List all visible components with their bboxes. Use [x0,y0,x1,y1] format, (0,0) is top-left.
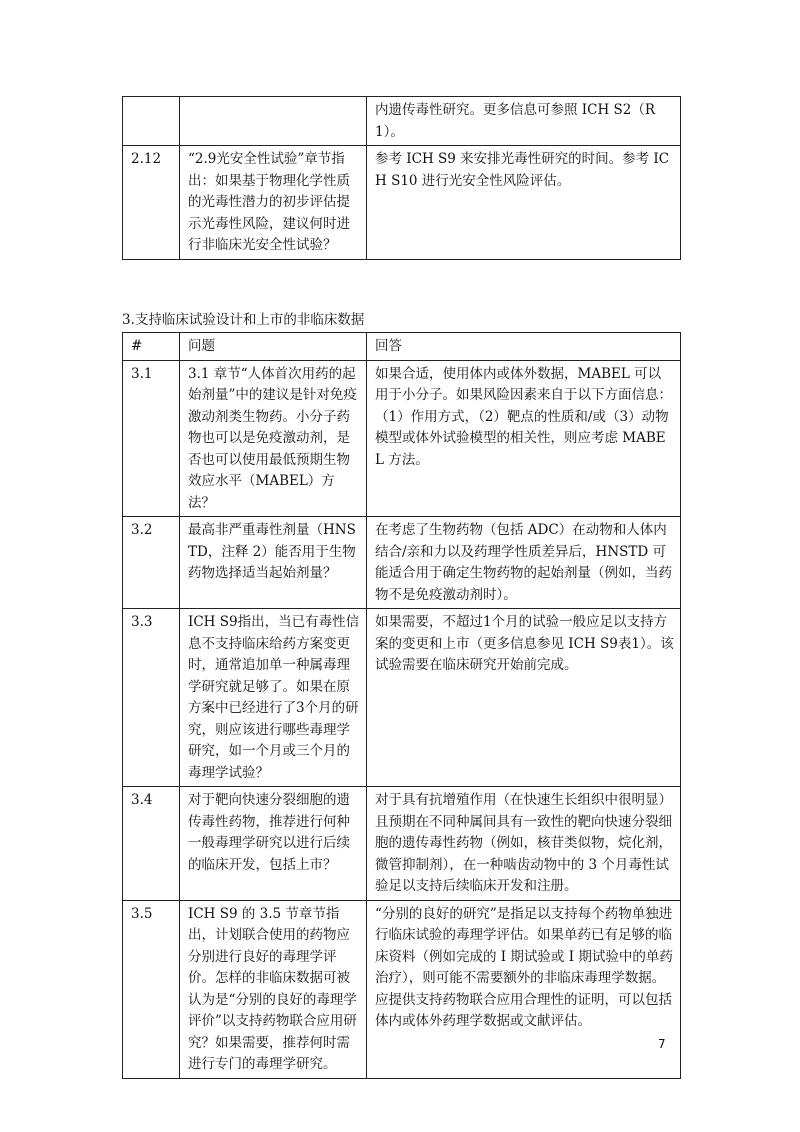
answer-cell [367,360,681,517]
table-row [123,97,681,146]
answer-text: 如果合适，使用体内或体外数据，MABEL 可以用于小分子。如果风险因素来自于以下方面信息：（1）作用方式，（2）靶点的性质和/或（3）动物模型或体外试验模型的相关性，则应考虑 MABEL 方法。 [375,365,672,468]
header-question: 问题 [180,333,367,361]
continued-qa-table [122,96,681,260]
question-text: 最高非严重毒性剂量（HNSTD，注释 2）能否用于生物药物选择适当起始剂量？ [188,522,356,581]
row-number-cell [123,146,180,260]
question-text: ICH S9 的 3.5 节章节指出，计划联合使用的药物应分别进行良好的毒理学评价。怎样的非临床数据可被认为是“分别的良好的毒理学评价”以支持药物联合应用研究？如果需要，推荐何时需进行专门的毒理学研究。 [188,905,357,1072]
header-answer: 回答 [367,333,681,361]
answer-text: 对于具有抗增殖作用（在快速生长组织中很明显）且预期在不同种属间具有一致性的靶向快速分裂细胞的遗传毒性药物（例如，核苷类似物，烷化剂，微管抑制剂），在一种啮齿动物中的 3 个月毒性试验足以支持后续临床开发和注册。 [375,792,672,894]
question-cell [180,146,367,260]
row-number-cell [123,517,180,609]
row-number: 3.2 [131,522,153,538]
table-row [123,787,681,901]
answer-cell [367,146,681,260]
answer-cell [367,900,681,1078]
table-row [123,146,681,260]
answer-text: “分别的良好的研究”是指足以支持每个药物单独进行临床试验的毒理学评估。如果单药已有足够的临床资料（例如完成的 I 期试验或 I 期试验中的单药治疗），则可能不需要额外的非临床毒理学数据。应提供支持药物联合应用合理性的证明，可以包括体内或体外药理学数据或文献评估。 [375,905,673,1029]
question-cell [180,787,367,901]
table-row [123,609,681,787]
row-number: 3.4 [131,792,153,808]
row-number: 2.12 [131,151,162,167]
question-cell [180,360,367,517]
table-row [123,517,681,609]
answer-cell [367,787,681,901]
question-text: ICH S9指出，当已有毒性信息不支持临床给药方案变更时，通常追加单一种属毒理学研究就足够了。如果在原方案中已经进行了3个月的研究，则应该进行哪些毒理学研究，如一个月或三个月的毒理学试验？ [188,614,360,781]
row-number: 3.5 [131,905,153,922]
row-number-cell [123,97,180,146]
question-cell [180,900,367,1078]
row-number: 3.3 [131,614,153,630]
table-row [123,360,681,517]
question-cell [180,517,367,609]
row-number-cell [123,360,180,517]
qa-table [122,332,681,1079]
question-text: 3.1 章节“人体首次用药的起始剂量”中的建议是针对免疫激动剂类生物药。小分子药物也可以是免疫激动剂，是否也可以使用最低预期生物效应水平（MABEL）方法？ [188,365,357,511]
answer-text: 在考虑了生物药物（包括 ADC）在动物和人体内结合/亲和力以及药理学性质差异后，HNSTD 可能适合用于确定生物药物的起始剂量（例如，当药物不是免疫激动剂时）。 [375,522,672,603]
question-text: 对于靶向快速分裂细胞的遗传毒性药物，推荐进行何种一般毒理学研究以进行后续的临床开发，包括上市？ [188,792,350,873]
question-text: “2.9光安全性试验”章节指出：如果基于物理化学性质的光毒性潜力的初步评估提示光毒性风险，建议何时进行非临床光安全性试验？ [188,151,350,253]
answer-text: 如果需要，不超过1个月的试验一般应足以支持方案的变更和上市（更多信息参见 ICH S9表1）。该试验需要在临床研究开始前完成。 [375,614,674,673]
answer-text: 内遗传毒性研究。更多信息可参照 ICH S2（R1）。 [375,102,656,140]
table-header-row [123,333,681,361]
row-number-cell [123,787,180,901]
section-heading: 3.支持临床试验设计和上市的非临床数据 [122,312,365,328]
header-number: # [123,333,180,361]
row-number-cell [123,609,180,787]
answer-text: 参考 ICH S9 来安排光毒性研究的时间。参考 ICH S10 进行光安全性风险评估。 [375,151,670,189]
answer-cell [367,517,681,609]
question-cell [180,609,367,787]
row-number: 3.1 [131,365,153,382]
table-row [123,900,681,1078]
answer-cell [367,97,681,146]
question-cell [180,97,367,146]
answer-cell [367,609,681,787]
page-number: 7 [658,1037,666,1051]
row-number-cell [123,900,180,1078]
